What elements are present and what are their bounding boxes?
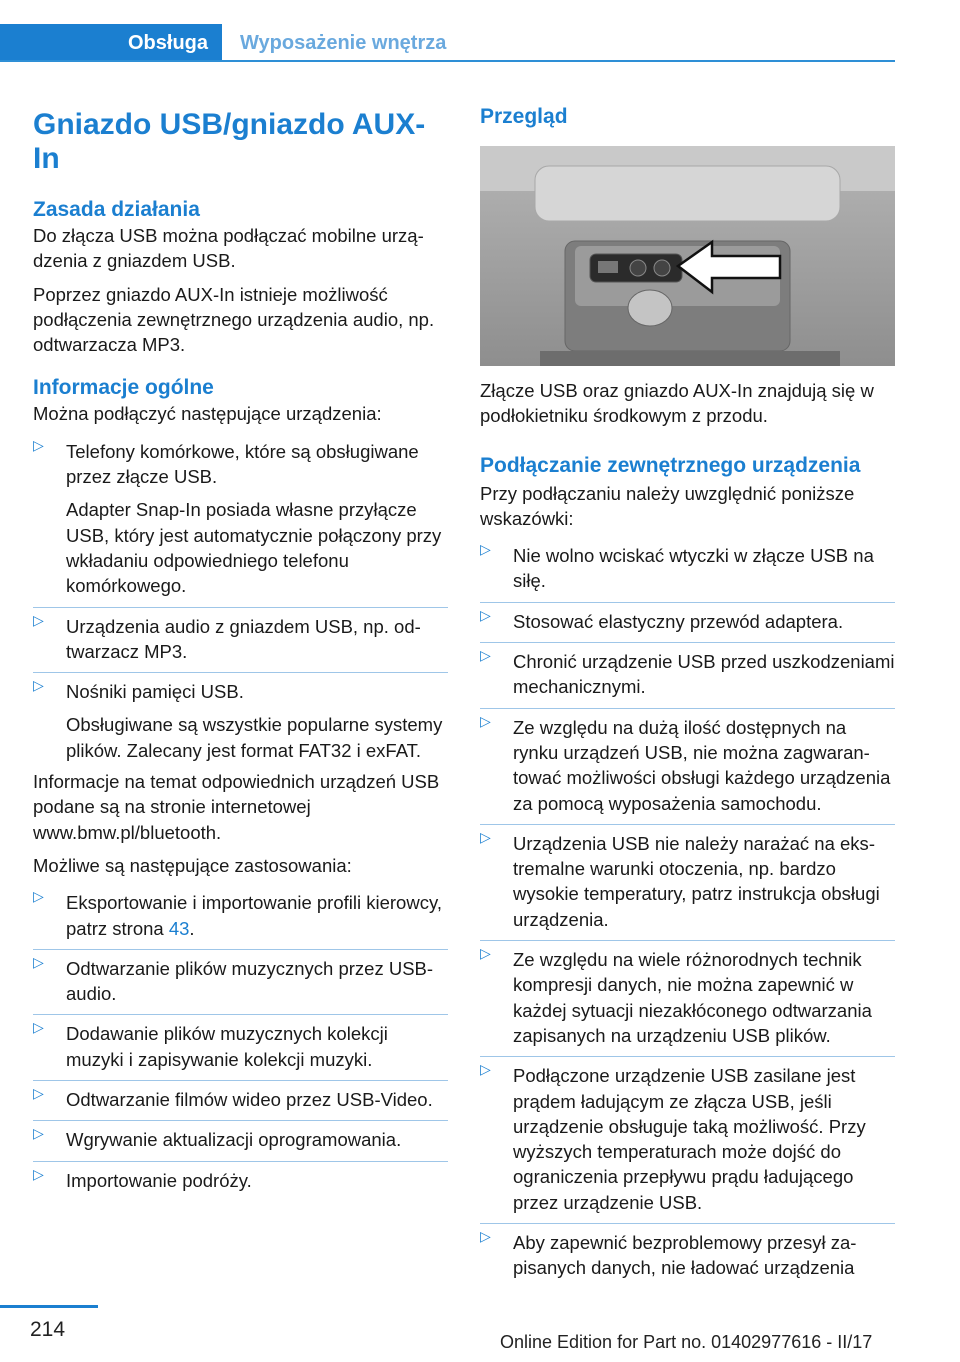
triangle-bullet-icon: ▷ xyxy=(480,712,491,729)
list-item-text: Ze względu na wiele różnorodnych technik kompresji danych, nie można zapewnić w każdej sytuacji niezakłóconego odtwarzania zapisanych na urządzeniu USB plików. xyxy=(513,949,872,1046)
list-item xyxy=(480,941,895,1048)
image-caption: Złącze USB oraz gniazdo AUX-In znajdują się w podłokietniku środkowym z przodu. xyxy=(480,380,874,427)
triangle-bullet-icon: ▷ xyxy=(480,647,491,664)
paragraph: Przy podłączaniu należy uwzględnić poniższe wskazówki: xyxy=(480,482,855,529)
paragraph: Można podłączyć następujące urządzenia: xyxy=(33,403,382,425)
section-title-przeglad: Przegląd xyxy=(480,105,568,128)
list-item-text: Stosować elastyczny przewód adaptera. xyxy=(513,610,844,632)
section-title-zasada: Zasada działania xyxy=(33,198,200,221)
list-item xyxy=(33,608,448,665)
usb-aux-console-photo xyxy=(480,146,895,366)
footer-accent-line xyxy=(0,1305,98,1308)
triangle-bullet-icon: ▷ xyxy=(33,611,44,628)
list-item xyxy=(33,884,448,941)
list-item-text: Nie wolno wciskać wtyczki w złącze USB na siłę. xyxy=(513,545,874,592)
list-item-text: Nośniki pamięci USB. xyxy=(66,681,244,703)
triangle-bullet-icon: ▷ xyxy=(33,953,44,970)
triangle-bullet-icon: ▷ xyxy=(480,1061,491,1078)
paragraph: Poprzez gniazdo AUX-In istnieje możliwość podłączenia zewnętrznego urządzenia audio, np. odtwarzacza MP3. xyxy=(33,283,435,356)
list-item-text: Urządzenia audio z gniazdem USB, np. odtwarzacz MP3. xyxy=(66,615,421,662)
info-text: Informacje na temat odpowiednich urządzeń USB podane są na stronie internetowej www.bmw.pl/bluetooth. xyxy=(33,771,440,843)
triangle-bullet-icon: ▷ xyxy=(33,1085,44,1102)
page-number: 214 xyxy=(30,1318,66,1341)
triangle-bullet-icon: ▷ xyxy=(33,436,44,453)
list-item-subtext: Adapter Snap-In posiada własne przyłącze USB, który jest automatycznie połączony przy wkładaniu odpowiedniego telefonu komórkowego. xyxy=(66,499,442,597)
list-item xyxy=(33,1121,448,1152)
list-item xyxy=(480,825,895,932)
triangle-bullet-icon: ▷ xyxy=(480,945,491,962)
tab-wyposazenie-wnetrza[interactable]: Wyposażenie wnętrza xyxy=(240,32,447,54)
edition-note: Online Edition for Part no. 01402977616 - II/17 xyxy=(500,1332,873,1352)
paragraph: Możliwe są następujące zastosowania: xyxy=(33,854,352,876)
list-item xyxy=(33,1081,448,1112)
paragraph: Do złącza USB można podłączać mobilne urządzenia z gniazdem USB. xyxy=(33,225,424,272)
section-title-podlaczanie: Podłączanie zewnętrznego urządzenia xyxy=(480,453,861,477)
list-item-text: Dodawanie plików muzycznych kolekcji muzyki i zapisywanie kolekcji muzyki. xyxy=(66,1023,388,1070)
page-link[interactable]: 43 xyxy=(168,917,190,939)
application-list xyxy=(33,884,448,1193)
triangle-bullet-icon: ▷ xyxy=(480,828,491,845)
list-item-text: Urządzenia USB nie należy narażać na ekstremalne warunki otoczenia, np. bardzo wysokie temperatury, patrz instrukcja obsługi urządzenia. xyxy=(513,832,880,930)
list-item-text: Aby zapewnić bezproblemowy przesył zapisanych danych, nie ładować urządzenia xyxy=(513,1232,857,1279)
triangle-bullet-icon: ▷ xyxy=(33,677,44,694)
list-item xyxy=(480,603,895,634)
list-item xyxy=(33,950,448,1007)
triangle-bullet-icon: ▷ xyxy=(480,1228,491,1245)
triangle-bullet-icon: ▷ xyxy=(480,606,491,623)
list-item xyxy=(33,1015,448,1072)
section-title-informacje: Informacje ogólne xyxy=(33,376,214,400)
left-column xyxy=(33,100,448,1193)
list-item xyxy=(33,433,448,599)
list-item xyxy=(480,709,895,816)
list-item-text: Eksportowanie i importowanie profili kierowcy, patrz strona xyxy=(66,892,442,939)
list-item-text: Telefony komórkowe, które są obsługiwane przez złącze USB. xyxy=(66,440,419,488)
list-item-text: Odtwarzanie filmów wideo przez USB-Video. xyxy=(66,1089,433,1111)
device-list xyxy=(33,433,448,763)
list-item-subtext: Obsługiwane są wszystkie popularne systemy plików. Zalecany jest format FAT32 i exFAT. xyxy=(66,714,443,761)
list-item-text: Importowanie podróży. xyxy=(66,1169,252,1191)
list-item-suffix: . xyxy=(189,917,195,939)
triangle-bullet-icon: ▷ xyxy=(480,541,491,558)
list-item-text: Odtwarzanie plików muzycznych przez USB-audio. xyxy=(66,957,434,1005)
header-bar xyxy=(0,24,895,62)
list-item xyxy=(480,537,895,594)
list-item xyxy=(33,673,448,763)
tab-obsluga[interactable]: Obsługa xyxy=(0,24,222,62)
list-item xyxy=(480,1057,895,1215)
list-item-text: Wgrywanie aktualizacji oprogramowania. xyxy=(66,1129,402,1151)
tips-list xyxy=(480,537,895,1280)
triangle-bullet-icon: ▷ xyxy=(33,1165,44,1182)
header-divider xyxy=(0,60,895,62)
triangle-bullet-icon: ▷ xyxy=(33,1125,44,1142)
list-item-text: Podłączone urządzenie USB zasilane jest prądem ładującym ze złącza USB, jeśli urządzenie obsługuje taką możliwość. Przy wyższych temperaturach może dojść do ograniczenia przepływu prądu ładującego przez urządzenie USB. xyxy=(513,1065,866,1213)
triangle-bullet-icon: ▷ xyxy=(33,888,44,905)
list-item xyxy=(480,643,895,700)
list-item-text: Chronić urządzenie USB przed uszkodzeniami mechanicznymi. xyxy=(513,651,895,698)
list-item-text: Ze względu na dużą ilość dostępnych na rynku urządzeń USB, nie można zagwarantować możliwości obsługi każdego urządzenia za pomocą wyposażenia samochodu. xyxy=(513,716,891,814)
list-item xyxy=(33,1162,448,1193)
triangle-bullet-icon: ▷ xyxy=(33,1019,44,1036)
paragraph xyxy=(33,769,448,845)
page-title: Gniazdo USB/gniazdo AUX-In xyxy=(33,108,426,175)
list-item xyxy=(480,1224,895,1281)
right-column xyxy=(480,100,895,1281)
